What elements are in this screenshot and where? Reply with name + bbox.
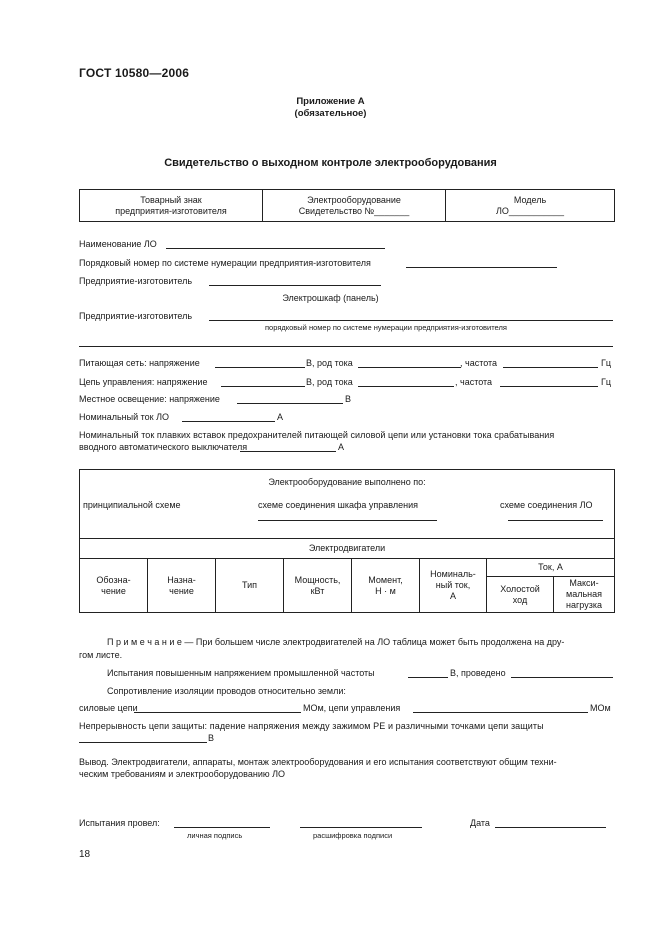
control-circuits-line <box>413 712 588 713</box>
control-frequency-line <box>500 386 598 387</box>
date-line <box>495 827 606 828</box>
control-voltage-label: Цепь управления: напряжение <box>79 377 208 387</box>
protection-continuity-label: Непрерывность цепи защиты: падение напряжения между зажимом РЕ и различными точками цепи защиты <box>79 721 544 731</box>
fuse-current-unit: А <box>338 442 345 452</box>
decode-line <box>300 827 422 828</box>
control-current-line <box>358 386 454 387</box>
standard-header: ГОСТ 10580—2006 <box>79 66 190 80</box>
signature-hint: личная подпись <box>187 831 243 840</box>
col-type: Тип <box>216 559 284 613</box>
supply-voltage-label: Питающая сеть: напряжение <box>79 358 200 368</box>
lighting-voltage-label: Местное освещение: напряжение <box>79 394 220 404</box>
control-hz-unit: Гц <box>601 377 612 387</box>
control-current-label: В, род тока <box>306 377 353 387</box>
lo-name-line <box>166 248 385 249</box>
fuse-current-label-2: вводного автоматического выключателя <box>79 442 248 452</box>
control-circuits-unit: МОм <box>590 703 611 713</box>
fuse-current-label: Номинальный ток плавких вставок предохранителей питающей силовой цепи или установки тока срабатывания <box>79 430 555 440</box>
protection-continuity-line <box>79 742 207 743</box>
decode-hint: расшифровка подписи <box>313 831 393 840</box>
control-circuits-label: МОм, цепи управления <box>303 703 401 713</box>
tested-by-label: Испытания провел: <box>79 818 160 828</box>
identity-table <box>79 189 615 222</box>
power-circuits-line <box>134 712 301 713</box>
col-designation: Обозна- чение <box>80 559 148 613</box>
signature-line <box>174 827 270 828</box>
equipment-heading: Электрооборудование выполнено по: <box>268 477 426 487</box>
blank-line <box>79 346 613 347</box>
col-current: Ток, А <box>487 559 615 577</box>
trademark-cell: Товарный знак предприятия-изготовителя <box>80 190 263 222</box>
hv-test-label: Испытания повышенным напряжением промышленной частоты <box>107 668 375 678</box>
appendix-status: (обязательное) <box>294 108 367 119</box>
cabinet-manufacturer-line <box>209 320 613 321</box>
document-title: Свидетельство о выходном контроле электрооборудования <box>164 157 497 169</box>
note-label: П р и м е ч а н и е <box>107 637 182 647</box>
note-text: — При большем числе электродвигателей на ЛО таблица может быть продолжена на дру- <box>181 637 565 647</box>
page-number: 18 <box>79 849 91 860</box>
power-circuits-label: силовые цепи <box>79 703 138 713</box>
cabinet-scheme-line <box>258 520 437 521</box>
fuse-current-line <box>240 451 336 452</box>
conclusion-line-1: Вывод. Электродвигатели, аппараты, монтаж электрооборудования и его испытания соответствуют общим техни- <box>79 757 557 767</box>
hv-test-date-line <box>511 677 613 678</box>
lighting-voltage-line <box>237 403 343 404</box>
supply-frequency-label: , частота <box>460 358 498 368</box>
rated-current-unit: А <box>277 412 284 422</box>
principal-scheme-label: принципиальной схеме <box>83 500 181 510</box>
cabinet-serial-hint: порядковый номер по системе нумерации предприятия-изготовителя <box>265 323 507 332</box>
supply-current-line <box>358 367 461 368</box>
col-idle: Холостой ход <box>487 577 554 613</box>
note <box>107 637 564 647</box>
appendix-title: Приложение А <box>296 96 365 107</box>
cabinet-manufacturer-label: Предприятие-изготовитель <box>79 311 193 321</box>
lo-scheme-label: схеме соединения ЛО <box>500 500 593 510</box>
cabinet-heading: Электрошкаф (панель) <box>282 293 379 303</box>
rated-current-line <box>182 421 275 422</box>
serial-number-label: Порядковый номер по системе нумерации предприятия-изготовителя <box>79 258 371 268</box>
control-frequency-label: , частота <box>455 377 493 387</box>
col-power: Мощность, кВт <box>284 559 352 613</box>
conclusion-line-2: ческим требованиям и электрооборудованию ЛО <box>79 769 286 779</box>
supply-voltage-line <box>215 367 305 368</box>
certificate-cell: Электрооборудование Свидетельство №_______ <box>263 190 446 222</box>
col-max-load: Макси- мальная нагрузка <box>554 577 615 613</box>
col-purpose: Назна- чение <box>148 559 216 613</box>
rated-current-label: Номинальный ток ЛО <box>79 412 169 422</box>
cabinet-scheme-label: схеме соединения шкафа управления <box>258 500 418 510</box>
lo-name-label: Наименование ЛО <box>79 239 157 249</box>
supply-hz-unit: Гц <box>601 358 612 368</box>
manufacturer-label: Предприятие-изготовитель <box>79 276 193 286</box>
control-voltage-line <box>221 386 305 387</box>
insulation-heading: Сопротивление изоляции проводов относительно земли: <box>107 686 346 696</box>
motors-table <box>79 538 615 613</box>
lo-scheme-line <box>508 520 603 521</box>
lighting-unit: В <box>345 394 352 404</box>
supply-frequency-line <box>503 367 598 368</box>
hv-test-line <box>408 677 448 678</box>
col-rated-current: Номиналь- ный ток, А <box>420 559 487 613</box>
hv-test-unit: В, проведено <box>450 668 506 678</box>
date-label: Дата <box>470 818 490 828</box>
note-text-2: гом листе. <box>79 650 123 660</box>
serial-number-line <box>406 267 557 268</box>
supply-current-label: В, род тока <box>306 358 353 368</box>
protection-continuity-unit: В <box>208 733 215 743</box>
model-cell: Модель ЛО___________ <box>446 190 615 222</box>
manufacturer-line <box>209 285 381 286</box>
equipment-box <box>79 469 615 540</box>
motors-heading: Электродвигатели <box>80 539 615 559</box>
col-moment: Момент, Н · м <box>352 559 420 613</box>
